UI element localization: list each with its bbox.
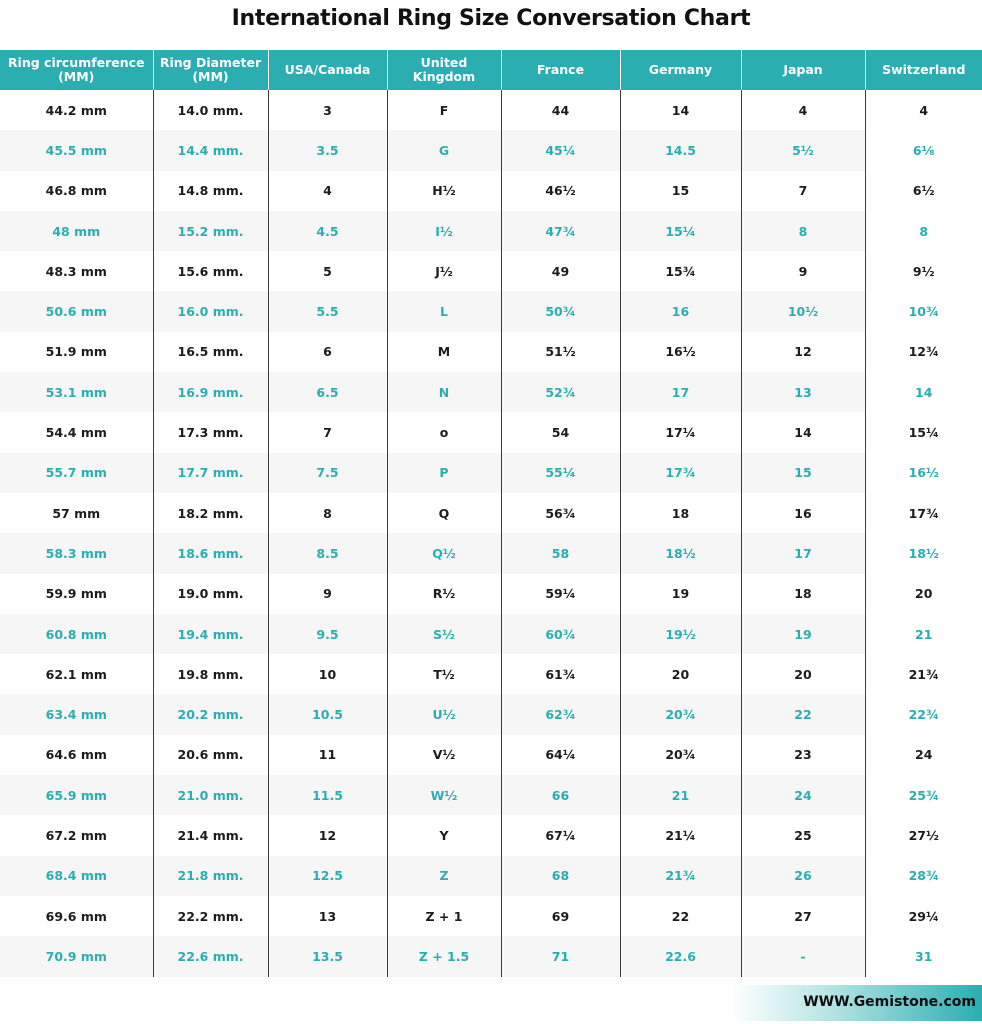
switzerland-cell: 22¾ <box>865 694 982 734</box>
circumference-cell: 54.4 mm <box>0 412 153 452</box>
table-header-row <box>0 50 982 90</box>
circumference-cell: 50.6 mm <box>0 291 153 331</box>
table-row <box>0 896 982 936</box>
usa-canada-cell: 10 <box>268 654 387 694</box>
japan-cell: 5½ <box>741 130 865 170</box>
japan-cell: 15 <box>741 453 865 493</box>
diameter-cell: 22.6 mm. <box>153 936 268 976</box>
circumference-cell: 48 mm <box>0 211 153 251</box>
switzerland-cell: 24 <box>865 735 982 775</box>
france-cell: 56¾ <box>501 493 620 533</box>
france-cell: 50¾ <box>501 291 620 331</box>
germany-cell: 18 <box>620 493 741 533</box>
france-cell: 62¾ <box>501 694 620 734</box>
table-row <box>0 251 982 291</box>
table-row <box>0 694 982 734</box>
table-row <box>0 453 982 493</box>
table-row <box>0 171 982 211</box>
japan-cell: 9 <box>741 251 865 291</box>
circumference-cell: 51.9 mm <box>0 332 153 372</box>
japan-cell: 27 <box>741 896 865 936</box>
germany-cell: 17¾ <box>620 453 741 493</box>
circumference-cell: 68.4 mm <box>0 856 153 896</box>
japan-cell: 17 <box>741 533 865 573</box>
usa-canada-cell: 6.5 <box>268 372 387 412</box>
uk-cell: Z + 1.5 <box>387 936 501 976</box>
table-row <box>0 291 982 331</box>
switzerland-cell: 21 <box>865 614 982 654</box>
uk-cell: W½ <box>387 775 501 815</box>
japan-cell: 4 <box>741 90 865 130</box>
header-ring-circumference: Ring circumference (MM) <box>0 50 153 90</box>
table-row <box>0 735 982 775</box>
circumference-cell: 63.4 mm <box>0 694 153 734</box>
usa-canada-cell: 11.5 <box>268 775 387 815</box>
circumference-cell: 53.1 mm <box>0 372 153 412</box>
table-row <box>0 412 982 452</box>
usa-canada-cell: 12.5 <box>268 856 387 896</box>
table-row <box>0 332 982 372</box>
diameter-cell: 15.2 mm. <box>153 211 268 251</box>
germany-cell: 14 <box>620 90 741 130</box>
switzerland-cell: 27½ <box>865 815 982 855</box>
japan-cell: 19 <box>741 614 865 654</box>
germany-cell: 21¾ <box>620 856 741 896</box>
header-france: France <box>501 50 620 90</box>
france-cell: 54 <box>501 412 620 452</box>
uk-cell: Q <box>387 493 501 533</box>
switzerland-cell: 31 <box>865 936 982 976</box>
switzerland-cell: 6⅛ <box>865 130 982 170</box>
uk-cell: G <box>387 130 501 170</box>
switzerland-cell: 8 <box>865 211 982 251</box>
japan-cell: 14 <box>741 412 865 452</box>
france-cell: 67¼ <box>501 815 620 855</box>
header-united-kingdom: United Kingdom <box>387 50 501 90</box>
circumference-cell: 45.5 mm <box>0 130 153 170</box>
switzerland-cell: 16½ <box>865 453 982 493</box>
table-row <box>0 211 982 251</box>
usa-canada-cell: 11 <box>268 735 387 775</box>
usa-canada-cell: 3.5 <box>268 130 387 170</box>
table-row <box>0 90 982 130</box>
japan-cell: 26 <box>741 856 865 896</box>
japan-cell: 10½ <box>741 291 865 331</box>
switzerland-cell: 25¾ <box>865 775 982 815</box>
diameter-cell: 21.0 mm. <box>153 775 268 815</box>
diameter-cell: 19.4 mm. <box>153 614 268 654</box>
uk-cell: T½ <box>387 654 501 694</box>
switzerland-cell: 18½ <box>865 533 982 573</box>
germany-cell: 20 <box>620 654 741 694</box>
france-cell: 58 <box>501 533 620 573</box>
germany-cell: 21 <box>620 775 741 815</box>
switzerland-cell: 28¾ <box>865 856 982 896</box>
japan-cell: 22 <box>741 694 865 734</box>
uk-cell: o <box>387 412 501 452</box>
germany-cell: 16 <box>620 291 741 331</box>
circumference-cell: 59.9 mm <box>0 574 153 614</box>
switzerland-cell: 21¾ <box>865 654 982 694</box>
usa-canada-cell: 9 <box>268 574 387 614</box>
germany-cell: 17¼ <box>620 412 741 452</box>
uk-cell: V½ <box>387 735 501 775</box>
germany-cell: 15 <box>620 171 741 211</box>
header-japan: Japan <box>741 50 865 90</box>
circumference-cell: 62.1 mm <box>0 654 153 694</box>
france-cell: 46½ <box>501 171 620 211</box>
uk-cell: Y <box>387 815 501 855</box>
diameter-cell: 15.6 mm. <box>153 251 268 291</box>
uk-cell: R½ <box>387 574 501 614</box>
ring-size-table <box>0 50 982 977</box>
table-row <box>0 533 982 573</box>
usa-canada-cell: 8.5 <box>268 533 387 573</box>
diameter-cell: 20.6 mm. <box>153 735 268 775</box>
france-cell: 68 <box>501 856 620 896</box>
switzerland-cell: 17¾ <box>865 493 982 533</box>
uk-cell: I½ <box>387 211 501 251</box>
uk-cell: J½ <box>387 251 501 291</box>
switzerland-cell: 15¼ <box>865 412 982 452</box>
japan-cell: 18 <box>741 574 865 614</box>
switzerland-cell: 6½ <box>865 171 982 211</box>
uk-cell: L <box>387 291 501 331</box>
switzerland-cell: 4 <box>865 90 982 130</box>
usa-canada-cell: 13 <box>268 896 387 936</box>
uk-cell: M <box>387 332 501 372</box>
japan-cell: 7 <box>741 171 865 211</box>
table-row <box>0 815 982 855</box>
france-cell: 55¼ <box>501 453 620 493</box>
japan-cell: 8 <box>741 211 865 251</box>
uk-cell: S½ <box>387 614 501 654</box>
usa-canada-cell: 9.5 <box>268 614 387 654</box>
japan-cell: 23 <box>741 735 865 775</box>
france-cell: 49 <box>501 251 620 291</box>
germany-cell: 21¼ <box>620 815 741 855</box>
uk-cell: N <box>387 372 501 412</box>
uk-cell: Z + 1 <box>387 896 501 936</box>
france-cell: 64¼ <box>501 735 620 775</box>
germany-cell: 15¾ <box>620 251 741 291</box>
usa-canada-cell: 13.5 <box>268 936 387 976</box>
diameter-cell: 21.4 mm. <box>153 815 268 855</box>
header-germany: Germany <box>620 50 741 90</box>
usa-canada-cell: 3 <box>268 90 387 130</box>
japan-cell: 24 <box>741 775 865 815</box>
circumference-cell: 46.8 mm <box>0 171 153 211</box>
uk-cell: F <box>387 90 501 130</box>
diameter-cell: 17.7 mm. <box>153 453 268 493</box>
table-row <box>0 654 982 694</box>
diameter-cell: 18.6 mm. <box>153 533 268 573</box>
table-body <box>0 90 982 977</box>
diameter-cell: 14.0 mm. <box>153 90 268 130</box>
japan-cell: 20 <box>741 654 865 694</box>
japan-cell: 13 <box>741 372 865 412</box>
circumference-cell: 58.3 mm <box>0 533 153 573</box>
japan-cell: - <box>741 936 865 976</box>
circumference-cell: 64.6 mm <box>0 735 153 775</box>
uk-cell: Q½ <box>387 533 501 573</box>
circumference-cell: 60.8 mm <box>0 614 153 654</box>
diameter-cell: 18.2 mm. <box>153 493 268 533</box>
uk-cell: P <box>387 453 501 493</box>
france-cell: 60¾ <box>501 614 620 654</box>
japan-cell: 25 <box>741 815 865 855</box>
diameter-cell: 16.5 mm. <box>153 332 268 372</box>
switzerland-cell: 20 <box>865 574 982 614</box>
japan-cell: 12 <box>741 332 865 372</box>
usa-canada-cell: 6 <box>268 332 387 372</box>
diameter-cell: 22.2 mm. <box>153 896 268 936</box>
switzerland-cell: 10¾ <box>865 291 982 331</box>
france-cell: 51½ <box>501 332 620 372</box>
germany-cell: 22.6 <box>620 936 741 976</box>
france-cell: 47¾ <box>501 211 620 251</box>
website-banner <box>732 985 982 1021</box>
table-row <box>0 372 982 412</box>
diameter-cell: 20.2 mm. <box>153 694 268 734</box>
usa-canada-cell: 7 <box>268 412 387 452</box>
france-cell: 69 <box>501 896 620 936</box>
diameter-cell: 19.8 mm. <box>153 654 268 694</box>
france-cell: 71 <box>501 936 620 976</box>
circumference-cell: 44.2 mm <box>0 90 153 130</box>
usa-canada-cell: 10.5 <box>268 694 387 734</box>
circumference-cell: 55.7 mm <box>0 453 153 493</box>
circumference-cell: 65.9 mm <box>0 775 153 815</box>
germany-cell: 20¾ <box>620 694 741 734</box>
page-title: International Ring Size Conversation Chart <box>231 6 751 31</box>
switzerland-cell: 14 <box>865 372 982 412</box>
germany-cell: 19½ <box>620 614 741 654</box>
diameter-cell: 17.3 mm. <box>153 412 268 452</box>
header-ring-diameter: Ring Diameter (MM) <box>153 50 268 90</box>
france-cell: 66 <box>501 775 620 815</box>
header-usa-canada: USA/Canada <box>268 50 387 90</box>
table-row <box>0 493 982 533</box>
usa-canada-cell: 12 <box>268 815 387 855</box>
header-switzerland: Switzerland <box>865 50 982 90</box>
germany-cell: 18½ <box>620 533 741 573</box>
diameter-cell: 16.0 mm. <box>153 291 268 331</box>
uk-cell: U½ <box>387 694 501 734</box>
uk-cell: H½ <box>387 171 501 211</box>
france-cell: 45¼ <box>501 130 620 170</box>
germany-cell: 22 <box>620 896 741 936</box>
circumference-cell: 57 mm <box>0 493 153 533</box>
table-row <box>0 936 982 976</box>
circumference-cell: 48.3 mm <box>0 251 153 291</box>
usa-canada-cell: 7.5 <box>268 453 387 493</box>
usa-canada-cell: 4 <box>268 171 387 211</box>
usa-canada-cell: 5 <box>268 251 387 291</box>
table-row <box>0 775 982 815</box>
usa-canada-cell: 5.5 <box>268 291 387 331</box>
france-cell: 61¾ <box>501 654 620 694</box>
switzerland-cell: 29¼ <box>865 896 982 936</box>
france-cell: 44 <box>501 90 620 130</box>
diameter-cell: 14.8 mm. <box>153 171 268 211</box>
switzerland-cell: 9½ <box>865 251 982 291</box>
diameter-cell: 21.8 mm. <box>153 856 268 896</box>
germany-cell: 17 <box>620 372 741 412</box>
website-url: WWW.Gemistone.com <box>803 994 976 1010</box>
uk-cell: Z <box>387 856 501 896</box>
diameter-cell: 16.9 mm. <box>153 372 268 412</box>
germany-cell: 19 <box>620 574 741 614</box>
germany-cell: 15¼ <box>620 211 741 251</box>
circumference-cell: 70.9 mm <box>0 936 153 976</box>
table-row <box>0 130 982 170</box>
diameter-cell: 19.0 mm. <box>153 574 268 614</box>
usa-canada-cell: 8 <box>268 493 387 533</box>
germany-cell: 14.5 <box>620 130 741 170</box>
germany-cell: 20¾ <box>620 735 741 775</box>
table-row <box>0 614 982 654</box>
diameter-cell: 14.4 mm. <box>153 130 268 170</box>
usa-canada-cell: 4.5 <box>268 211 387 251</box>
table-row <box>0 574 982 614</box>
circumference-cell: 69.6 mm <box>0 896 153 936</box>
circumference-cell: 67.2 mm <box>0 815 153 855</box>
france-cell: 52¾ <box>501 372 620 412</box>
table-row <box>0 856 982 896</box>
japan-cell: 16 <box>741 493 865 533</box>
switzerland-cell: 12¾ <box>865 332 982 372</box>
france-cell: 59¼ <box>501 574 620 614</box>
germany-cell: 16½ <box>620 332 741 372</box>
